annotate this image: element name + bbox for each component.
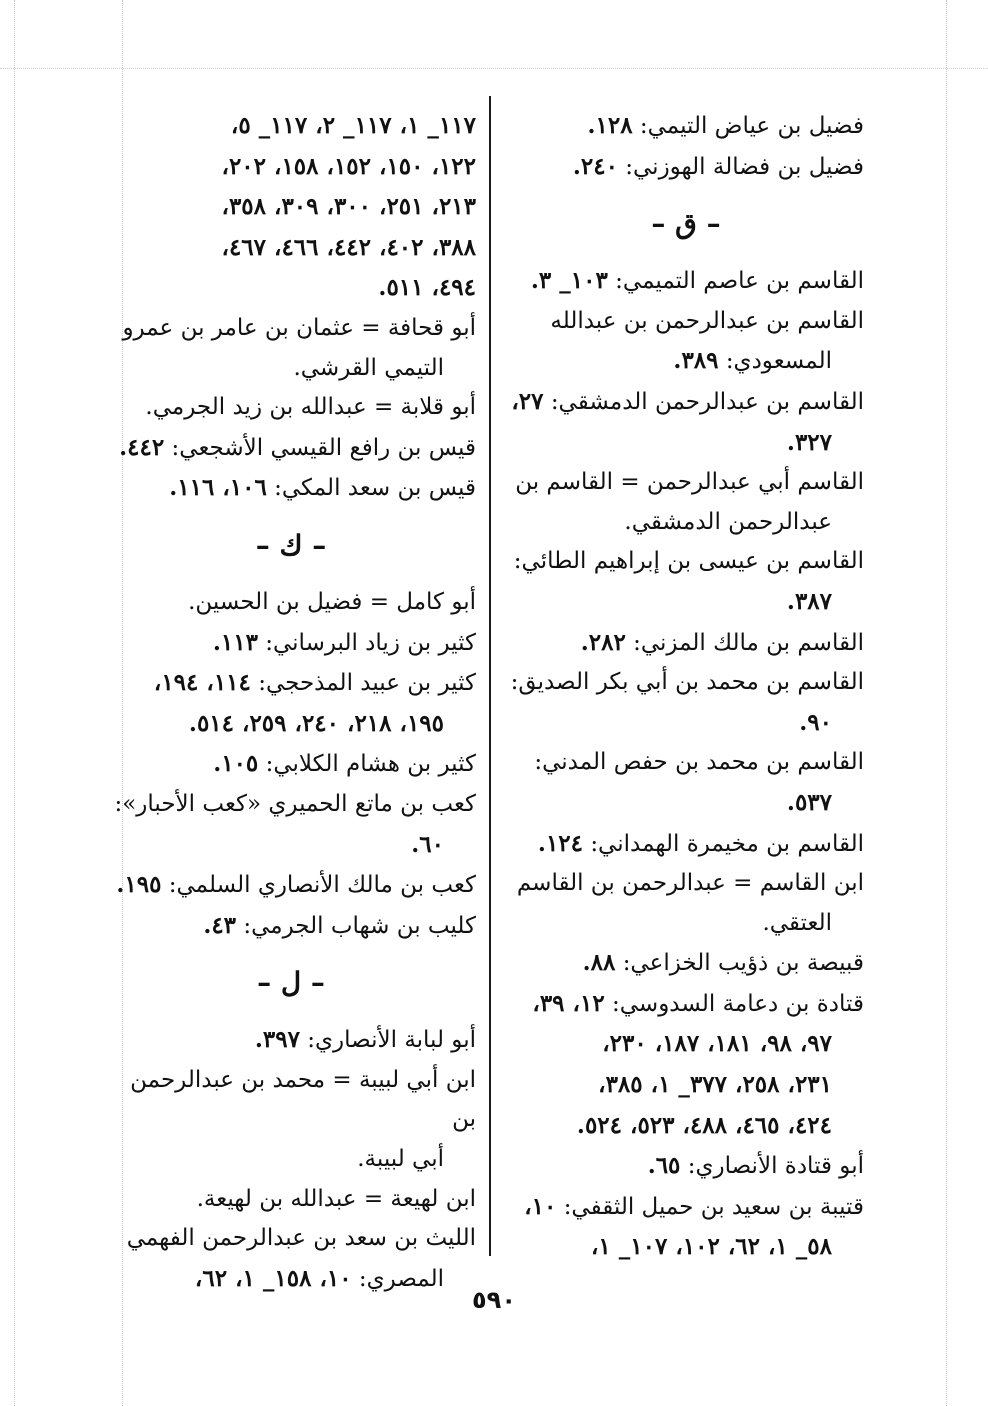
entry-name: أبي لبيبة. xyxy=(357,1146,444,1173)
index-entry-continuation xyxy=(106,825,476,866)
entry-page-numbers: ٣٨٩. xyxy=(673,347,719,375)
entry-name: المصري: xyxy=(358,1265,444,1292)
entry-name: ابن القاسم = عبدالرحمن بن القاسم xyxy=(516,870,864,897)
entry-name: أبو لبابة الأنصاري: xyxy=(307,1027,476,1054)
index-entry-continuation xyxy=(508,582,864,623)
index-entry xyxy=(106,388,476,428)
entry-name: كثير بن هشام الكلابي: xyxy=(265,751,476,778)
entry-page-numbers: ٢٣١، ٢٥٨، ٣٧٧_ ١، ٣٨٥، xyxy=(598,1071,832,1099)
index-entry xyxy=(106,309,476,349)
index-entry-continuation xyxy=(508,783,864,824)
entry-name: كعب بن ماتع الحميري «كعب الأحبار»: xyxy=(114,790,476,817)
entry-name: أبو قحافة = عثمان بن عامر بن عمرو xyxy=(122,314,476,341)
index-entry xyxy=(508,1187,864,1228)
index-entry xyxy=(106,187,476,228)
entry-page-numbers: ٥٣٧. xyxy=(786,788,832,816)
index-entry xyxy=(106,623,476,664)
index-entry xyxy=(106,865,476,906)
index-entry-continuation xyxy=(106,704,476,745)
entry-name: القاسم بن عبدالرحمن الدمشقي: xyxy=(550,388,864,415)
index-entry-continuation xyxy=(106,349,476,389)
index-entry xyxy=(508,382,864,423)
entry-name: عبدالرحمن الدمشقي. xyxy=(624,508,832,535)
index-entry xyxy=(508,623,864,664)
scan-artifact-line xyxy=(946,0,947,1406)
index-entry xyxy=(508,147,864,188)
left-index-column xyxy=(106,106,476,1299)
entry-name: التيمي القرشي. xyxy=(293,354,444,381)
entry-name: القاسم أبي عبدالرحمن = القاسم بن xyxy=(515,469,864,496)
index-entry-continuation xyxy=(508,1227,864,1268)
entry-name: قبيصة بن ذؤيب الخزاعي: xyxy=(622,950,864,977)
entry-page-numbers: ٤٤٢. xyxy=(119,433,165,461)
entry-name: الليث بن سعد بن عبدالرحمن الفهمي xyxy=(126,1225,476,1252)
entry-page-numbers: ١٢٤. xyxy=(537,829,583,857)
entry-page-numbers: ٤٢٤، ٤٦٥، ٤٨٨، ٥٢٣، ٥٢٤. xyxy=(576,1111,832,1139)
entry-page-numbers: ٢٤٠. xyxy=(572,152,618,180)
entry-page-numbers: ٣٨٨، ٤٠٢، ٤٤٢، ٤٦٦، ٤٦٧، xyxy=(221,233,476,261)
index-entry xyxy=(106,147,476,188)
entry-page-numbers: ١٠٦، ١١٦. xyxy=(169,474,267,502)
entry-page-numbers: ٦٥. xyxy=(647,1152,681,1180)
index-entry xyxy=(106,1020,476,1061)
index-entry xyxy=(106,1061,476,1140)
entry-page-numbers: ١٢٨. xyxy=(587,112,633,139)
entry-name: القاسم بن عبدالرحمن بن عبدالله xyxy=(550,307,864,334)
right-index-column xyxy=(508,106,864,1268)
entry-name: القاسم بن محمد بن حفص المدني: xyxy=(534,749,864,776)
scan-artifact-line xyxy=(14,0,15,1406)
entry-name: فضيل بن عياض التيمي: xyxy=(639,113,864,139)
entry-page-numbers: ١١٧_ ١، ١١٧_ ٢، ١١٧_ ٥، xyxy=(230,112,476,139)
entry-page-numbers: ١٩٥. xyxy=(116,871,162,899)
entry-page-numbers: ٤٣. xyxy=(203,911,237,939)
index-entry xyxy=(508,743,864,783)
index-entry xyxy=(106,106,476,147)
entry-name: أبو قلابة = عبدالله بن زيد الجرمي. xyxy=(145,394,476,421)
index-entry xyxy=(106,583,476,623)
entry-page-numbers: ١٢٢، ١٥٠، ١٥٢، ١٥٨، ٢٠٢، xyxy=(221,152,476,180)
entry-name: كثير بن عبيد المذحجي: xyxy=(258,670,476,697)
entry-name: أبو كامل = فضيل بن الحسين. xyxy=(188,588,476,615)
index-entry xyxy=(508,824,864,865)
entry-name: القاسم بن عيسى بن إبراهيم الطائي: xyxy=(513,548,864,575)
index-entry xyxy=(106,906,476,947)
entry-page-numbers: ١١٤، ١٩٤، xyxy=(153,669,251,697)
index-entry xyxy=(508,542,864,582)
entry-name: القاسم بن محمد بن أبي بكر الصديق: xyxy=(510,669,864,696)
index-entry-continuation xyxy=(508,703,864,744)
index-entry-continuation xyxy=(508,1024,864,1065)
entry-name: قيس بن رافع القيسي الأشجعي: xyxy=(171,434,476,461)
entry-name: قيس بن سعد المكي: xyxy=(274,475,476,502)
index-entry xyxy=(508,1146,864,1187)
index-entry xyxy=(106,468,476,509)
index-entry-continuation xyxy=(508,1106,864,1147)
entry-page-numbers: ١١٣. xyxy=(212,628,258,656)
column-divider xyxy=(489,96,491,1256)
letter-heading: – ك – xyxy=(255,528,327,562)
index-entry xyxy=(508,302,864,342)
index-entry xyxy=(106,785,476,825)
entry-name: ابن لهيعة = عبدالله بن لهيعة. xyxy=(196,1185,476,1212)
entry-page-numbers: ٨٨. xyxy=(582,949,616,977)
entry-page-numbers: ١٠، ١٥٨_ ١، ٦٢، xyxy=(194,1264,352,1292)
index-entry xyxy=(508,106,864,147)
scan-artifact-line xyxy=(0,68,988,69)
entry-page-numbers: ١٢، ٣٩، xyxy=(532,989,605,1017)
entry-page-numbers: ٩٠. xyxy=(799,708,832,736)
index-entry-continuation xyxy=(508,1065,864,1106)
entry-name: القاسم بن عاصم التميمي: xyxy=(615,268,864,295)
entry-name: القاسم بن مالك المزني: xyxy=(633,629,864,656)
index-entry xyxy=(106,744,476,785)
index-entry-continuation xyxy=(106,1140,476,1180)
index-entry xyxy=(106,268,476,309)
index-entry xyxy=(106,228,476,269)
entry-name: المسعودي: xyxy=(725,348,832,375)
letter-heading: – ق – xyxy=(651,207,721,241)
entry-page-numbers: ١٠، xyxy=(524,1192,557,1220)
entry-page-numbers: ٣٢٧. xyxy=(786,428,832,456)
index-entry-continuation xyxy=(508,503,864,543)
entry-page-numbers: ٣٨٧. xyxy=(786,587,832,615)
entry-name: القاسم بن مخيمرة الهمداني: xyxy=(590,830,864,857)
entry-name: العتقي. xyxy=(762,909,832,936)
index-entry xyxy=(508,984,864,1025)
index-entry xyxy=(508,463,864,503)
entry-page-numbers: ٥٨_ ١، ٦٢، ١٠٢، ١٠٧_ ١، xyxy=(590,1233,832,1261)
entry-page-numbers: ١٠٣_ ٣. xyxy=(530,267,608,295)
entry-name: أبو قتادة الأنصاري: xyxy=(687,1153,864,1180)
index-entry-continuation xyxy=(508,341,864,382)
entry-page-numbers: ١٩٥، ٢١٨، ٢٤٠، ٢٥٩، ٥١٤. xyxy=(188,709,444,737)
index-entry-continuation xyxy=(508,423,864,464)
entry-name: قتادة بن دعامة السدوسي: xyxy=(612,990,864,1017)
entry-name: ابن أبي لبيبة = محمد بن عبدالرحمن بن xyxy=(130,1066,476,1133)
index-entry xyxy=(508,663,864,703)
index-entry xyxy=(508,943,864,984)
index-entry-continuation xyxy=(508,904,864,944)
entry-name: كعب بن مالك الأنصاري السلمي: xyxy=(168,872,476,899)
index-entry xyxy=(106,1219,476,1259)
entry-name: فضيل بن فضالة الهوزني: xyxy=(625,153,864,180)
entry-page-numbers: ٩٧، ٩٨، ١٨١، ١٨٧، ٢٣٠، xyxy=(602,1030,832,1058)
letter-heading: – ل – xyxy=(257,966,325,1000)
index-entry xyxy=(508,261,864,302)
index-entry xyxy=(106,428,476,469)
entry-page-numbers: ٤٩٤، ٥١١. xyxy=(378,274,476,302)
entry-page-numbers: ٢٧، xyxy=(511,387,544,415)
index-entry-continuation xyxy=(106,1259,476,1300)
index-entry xyxy=(106,663,476,704)
entry-page-numbers: ٢٨٢. xyxy=(580,628,626,656)
index-entry xyxy=(508,864,864,904)
entry-page-numbers: ٦٠. xyxy=(411,830,444,858)
entry-name: كثير بن زياد البرساني: xyxy=(265,629,476,656)
entry-page-numbers: ٢١٣، ٢٥١، ٣٠٠، ٣٠٩، ٣٥٨، xyxy=(221,193,476,221)
page-number: ٥٩٠ xyxy=(472,1286,516,1314)
entry-name: قتيبة بن سعيد بن حميل الثقفي: xyxy=(563,1193,864,1220)
index-entry xyxy=(106,1180,476,1220)
entry-page-numbers: ١٠٥. xyxy=(213,750,259,778)
entry-name: كليب بن شهاب الجرمي: xyxy=(243,912,476,939)
entry-page-numbers: ٣٩٧. xyxy=(254,1026,300,1054)
